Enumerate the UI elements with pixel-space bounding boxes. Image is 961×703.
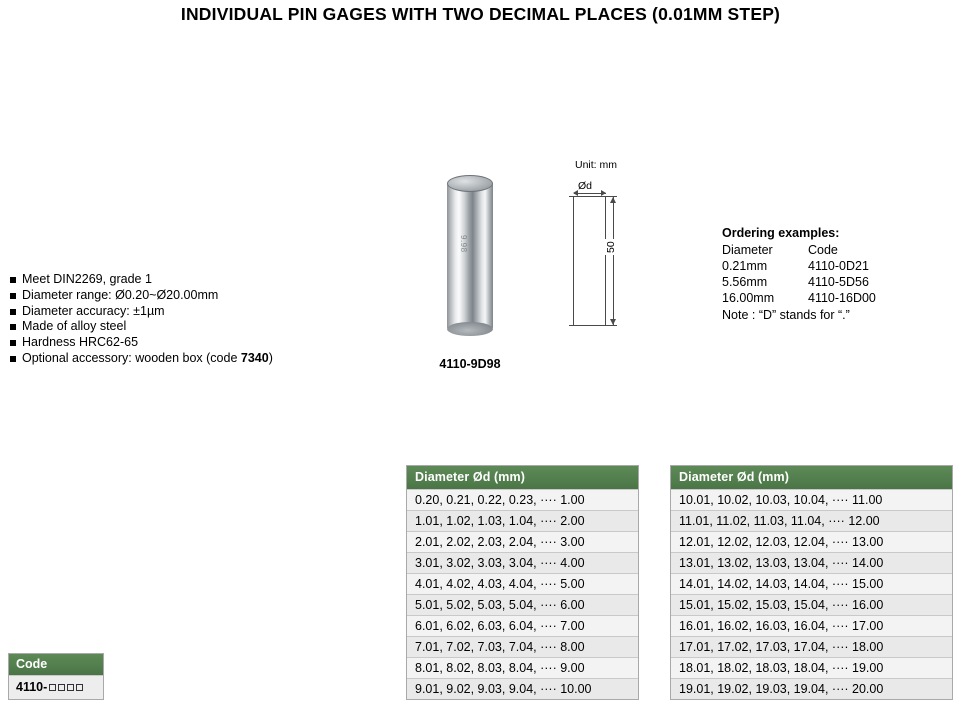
table-row: 10.01, 10.02, 10.03, 10.04, ···· 11.00 [671,489,952,510]
code-placeholder-square-icon [76,684,83,691]
feature-text: Meet DIN2269, grade 1 [22,272,152,286]
bullet-icon [10,293,16,299]
list-item [10,272,340,288]
code-box-value [9,675,103,699]
table-row: 6.01, 6.02, 6.03, 6.04, ···· 7.00 [407,615,638,636]
table-row: 19.01, 19.02, 19.03, 19.04, ···· 20.00 [671,678,952,699]
length-dimension-value: 50 [605,241,617,253]
ordering-column-headers [722,242,876,258]
table-row: 17.01, 17.02, 17.03, 17.04, ···· 18.00 [671,636,952,657]
bullet-icon [10,340,16,346]
feature-text: Made of alloy steel [22,319,127,334]
pin-gage-illustration [447,175,493,335]
dimension-line-vertical [613,196,614,326]
ordering-note: Note : “D” stands for “.” [722,308,850,322]
ordering-header-diameter: Diameter [722,243,773,257]
ordering-code: 4110-5D56 [808,275,869,289]
table-header-diameter: Diameter Ød (mm) [671,466,952,489]
ordering-row [722,258,876,274]
bullet-icon [10,277,16,283]
optional-suffix: ) [268,350,273,365]
ordering-heading: Ordering examples: [722,226,840,240]
feature-text [22,351,273,367]
table-row: 8.01, 8.02, 8.03, 8.04, ···· 9.00 [407,657,638,678]
feature-text: Hardness HRC62-65 [22,335,139,350]
code-prefix: 4110- [16,680,48,694]
optional-code: 7340 [240,350,269,365]
table-row: 4.01, 4.02, 4.03, 4.04, ···· 5.00 [407,573,638,594]
table-row: 18.01, 18.02, 18.03, 18.04, ···· 19.00 [671,657,952,678]
table-header-diameter: Diameter Ød (mm) [407,466,638,489]
table-row: 1.01, 1.02, 1.03, 1.04, ···· 2.00 [407,510,638,531]
diameter-table-right [670,465,953,700]
ordering-code: 4110-0D21 [808,259,869,273]
page-title: INDIVIDUAL PIN GAGES WITH TWO DECIMAL PLACES (0.01MM STEP) [180,4,781,24]
bullet-icon [10,324,16,330]
ordering-row [722,290,876,306]
code-placeholder-square-icon [67,684,74,691]
table-row: 0.20, 0.21, 0.22, 0.23, ···· 1.00 [407,489,638,510]
code-placeholder-square-icon [49,684,56,691]
pin-top-face [447,175,493,192]
code-box-header: Code [9,654,103,675]
unit-label: Unit: mm [575,159,617,171]
pin-body [447,183,493,329]
table-row: 3.01, 3.02, 3.03, 3.04, ···· 4.00 [407,552,638,573]
dimension-arrow-down-icon [610,319,616,325]
table-row: 12.01, 12.02, 12.03, 12.04, ···· 13.00 [671,531,952,552]
list-item [10,304,340,320]
ordering-code: 4110-16D00 [808,291,876,305]
pin-bottom-face [447,322,493,336]
diameter-table-left [406,465,639,700]
code-box [8,653,104,700]
table-row: 9.01, 9.02, 9.03, 9.04, ···· 10.00 [407,678,638,699]
bullet-icon [10,356,16,362]
list-item [10,319,340,335]
feature-text: Diameter range: Ø0.20~Ø20.00mm [22,287,219,302]
ordering-row [722,274,876,290]
ordering-diameter: 5.56mm [722,275,768,289]
table-row: 11.01, 11.02, 11.03, 11.04, ···· 12.00 [671,510,952,531]
pin-code-caption: 4110-9D98 [439,357,501,371]
feature-list [10,272,340,367]
code-placeholder-square-icon [58,684,65,691]
list-item-optional-accessory [10,351,340,367]
pin-engraving-text: 9.98 [459,235,468,253]
ordering-examples [722,225,876,323]
list-item [10,335,340,351]
table-row: 2.01, 2.02, 2.03, 2.04, ···· 3.00 [407,531,638,552]
dimension-arrow-up-icon [610,197,616,203]
optional-prefix: Optional accessory: wooden box (code [22,350,241,365]
table-row: 14.01, 14.02, 14.03, 14.04, ···· 15.00 [671,573,952,594]
table-row: 16.01, 16.02, 16.03, 16.04, ···· 17.00 [671,615,952,636]
feature-text: Diameter accuracy: ±1µm [22,303,165,318]
list-item [10,288,340,304]
ordering-header-code: Code [808,243,838,257]
ordering-diameter: 16.00mm [722,291,775,305]
table-row: 5.01, 5.02, 5.03, 5.04, ···· 6.00 [407,594,638,615]
diameter-symbol-label: Ød [578,180,593,192]
ordering-diameter: 0.21mm [722,259,768,273]
pin-schematic-rectangle [573,196,606,326]
table-row: 13.01, 13.02, 13.03, 13.04, ···· 14.00 [671,552,952,573]
dimension-extension-line-bottom [569,325,617,326]
table-row: 15.01, 15.02, 15.03, 15.04, ···· 16.00 [671,594,952,615]
bullet-icon [10,309,16,315]
table-row: 7.01, 7.02, 7.03, 7.04, ···· 8.00 [407,636,638,657]
